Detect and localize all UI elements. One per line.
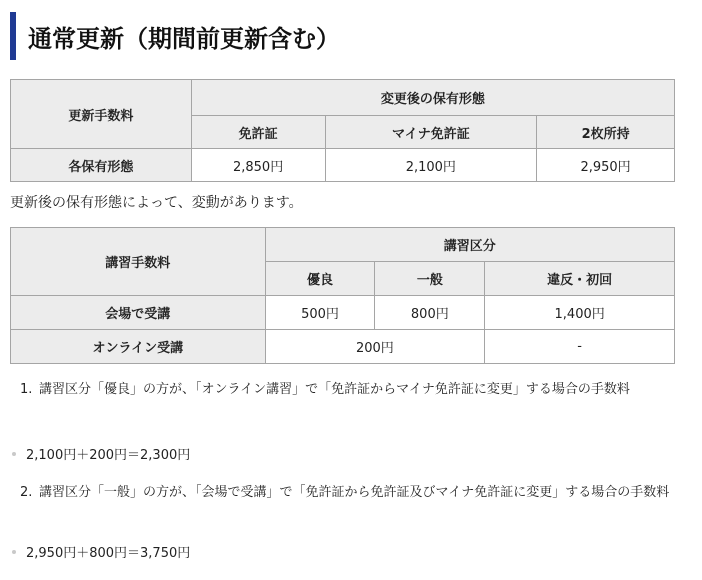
fee-cell: 2,100円 <box>325 149 537 182</box>
example-number: 2. <box>20 485 33 500</box>
example-calc: 2,100円＋200円＝2,300円 <box>26 448 191 463</box>
fee-column-header: 2枚所持 <box>537 116 675 149</box>
renewal-fee-table <box>10 79 675 182</box>
course-cell-merged: 200円 <box>265 330 485 364</box>
course-column-header: 優良 <box>265 262 375 296</box>
section-heading <box>10 12 340 60</box>
fee-table-group-header: 変更後の保有形態 <box>191 80 674 116</box>
course-row-label: オンライン受講 <box>11 330 266 364</box>
course-cell: 800円 <box>375 296 485 330</box>
bullet-icon <box>12 452 16 456</box>
page-title: 通常更新（期間前更新含む） <box>28 24 340 53</box>
course-column-header: 一般 <box>375 262 485 296</box>
example-calc: 2,950円＋800円＝3,750円 <box>26 546 191 561</box>
course-cell: - <box>485 330 675 364</box>
course-fee-table <box>10 227 675 364</box>
fee-cell: 2,850円 <box>191 149 325 182</box>
course-table-corner: 講習手数料 <box>11 228 266 296</box>
course-row-label: 会場で受講 <box>11 296 266 330</box>
fee-table-corner: 更新手数料 <box>11 80 192 149</box>
course-table-group-header: 講習区分 <box>265 228 674 262</box>
bullet-icon <box>12 550 16 554</box>
fee-note: 更新後の保有形態によって、変動があります。 <box>10 195 303 211</box>
example-text: 講習区分「優良」の方が、「オンライン講習」で「免許証からマイナ免許証に変更」する場合の手数料 <box>39 382 630 397</box>
example-number: 1. <box>20 382 33 397</box>
fee-cell: 2,950円 <box>537 149 675 182</box>
course-cell: 1,400円 <box>485 296 675 330</box>
course-column-header: 違反・初回 <box>485 262 675 296</box>
fee-column-header: マイナ免許証 <box>325 116 537 149</box>
fee-row-label: 各保有形態 <box>11 149 192 182</box>
example-text: 講習区分「一般」の方が、「会場で受講」で「免許証から免許証及びマイナ免許証に変更」する場合の手数料 <box>39 485 670 500</box>
fee-column-header: 免許証 <box>191 116 325 149</box>
course-cell: 500円 <box>265 296 375 330</box>
